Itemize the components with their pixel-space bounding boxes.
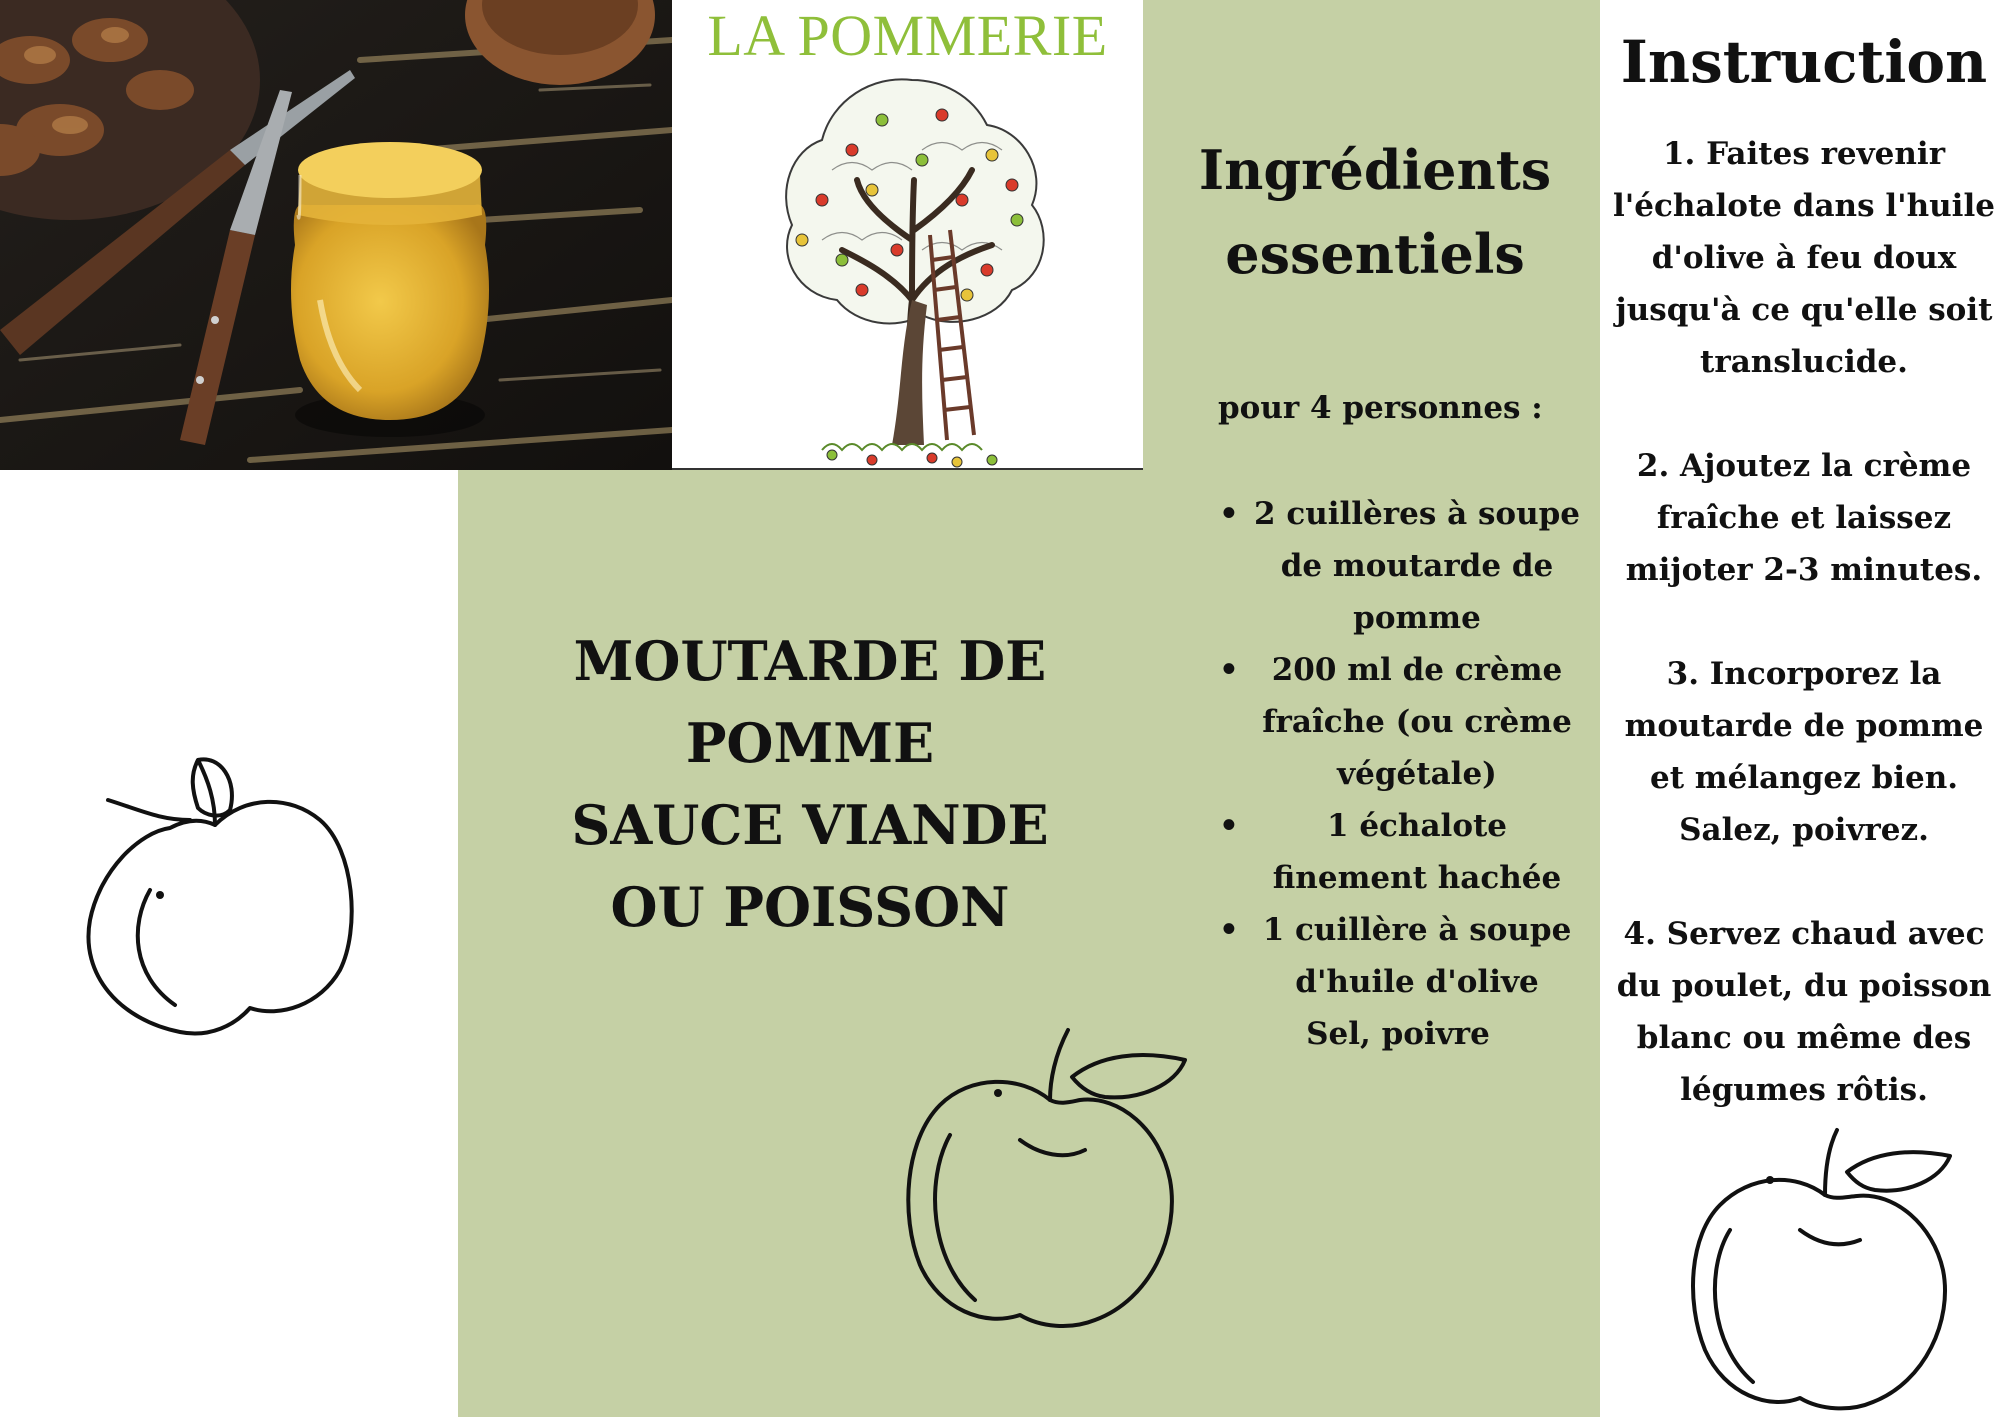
apple-tree-illustration (762, 60, 1062, 470)
bullet-icon: • (1219, 912, 1239, 948)
heading-line: essentiels (1225, 222, 1525, 286)
list-item (1205, 488, 1585, 644)
instructions-heading: Instruction (1620, 28, 1988, 96)
list-item (1205, 644, 1585, 800)
ingredient-text: 2 cuillères à soupe de moutarde de pomme (1253, 496, 1581, 636)
title-line: POMME (685, 711, 935, 775)
bullet-icon: • (1219, 652, 1239, 688)
instruction-step: 1. Faites revenir l'échalote dans l'huile d'olive à feu doux jusqu'à ce qu'elle soit translucide. (1613, 136, 1995, 380)
ingredient-extra: Sel, poivre (1306, 1016, 1490, 1052)
ingredients-heading (1185, 128, 1565, 296)
mustard-jar-photo (0, 0, 672, 470)
apple-outline-icon (890, 1015, 1200, 1345)
apple-outline-icon (70, 720, 370, 1050)
ingredient-text: 1 échalote finement hachée (1272, 808, 1562, 896)
ingredients-list (1205, 488, 1585, 1008)
list-item (1205, 904, 1585, 1008)
instruction-step: 3. Incorporez la moutarde de pomme et mélangez bien. Salez, poivrez. (1624, 656, 1984, 848)
instruction-step: 4. Servez chaud avec du poulet, du poisson blanc ou même des légumes rôtis. (1616, 916, 1992, 1108)
title-line: SAUCE VIANDE (571, 793, 1049, 857)
ingredient-text: 1 cuillère à soupe d'huile d'olive (1262, 912, 1572, 1000)
instruction-step: 2. Ajoutez la crème fraîche et laissez mijoter 2-3 minutes. (1625, 448, 1983, 588)
recipe-title (540, 620, 1080, 948)
bullet-icon: • (1219, 496, 1239, 532)
servings-label: pour 4 personnes : (1218, 390, 1543, 426)
list-item (1205, 800, 1585, 904)
logo-panel (672, 0, 1143, 470)
heading-line: Ingrédients (1198, 138, 1552, 202)
bullet-icon: • (1219, 808, 1239, 844)
instructions-steps (1608, 128, 2000, 1168)
brand-name: LA POMMERIE (707, 3, 1108, 68)
title-line: MOUTARDE DE (573, 629, 1047, 693)
ingredient-text: 200 ml de crème fraîche (ou crème végétale) (1262, 652, 1572, 792)
title-line: OU POISSON (610, 875, 1010, 939)
